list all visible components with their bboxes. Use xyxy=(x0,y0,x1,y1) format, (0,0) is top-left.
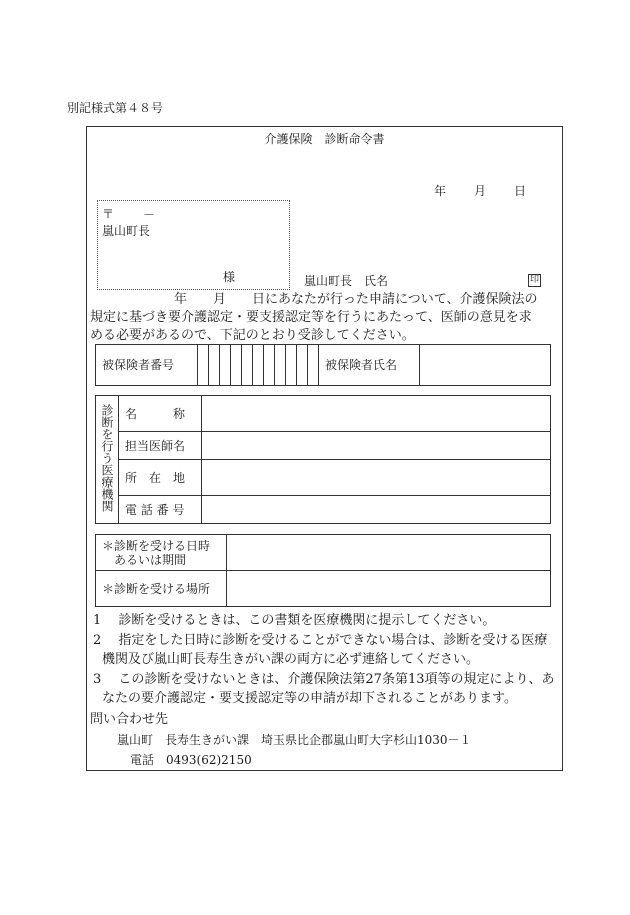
appointment-place-label: ＊診断を受ける場所 xyxy=(96,571,227,607)
appointment-datetime-label xyxy=(96,535,227,571)
issue-date-day: 日 xyxy=(514,184,527,198)
postal-mark: 〒 xyxy=(102,207,115,221)
address-box xyxy=(97,200,290,290)
body-text-line-1 xyxy=(90,292,538,307)
application-month: 月 xyxy=(213,292,227,307)
contact-phone: 電話 0493(62)2150 xyxy=(130,753,252,767)
insured-number-digit[interactable] xyxy=(220,345,231,386)
appointment-datetime-label-line-2: あるいは期間 xyxy=(114,552,187,567)
issue-date-month: 月 xyxy=(474,184,487,198)
insured-name-label: 被保険者氏名 xyxy=(319,345,420,386)
appointment-place-field[interactable] xyxy=(227,571,551,607)
insured-info-table xyxy=(95,344,551,386)
institution-address-field[interactable] xyxy=(202,460,551,496)
appointment-table xyxy=(95,534,551,607)
appointment-datetime-label-line-1: ＊診断を受ける日時 xyxy=(102,538,211,553)
insured-name-field[interactable] xyxy=(420,345,551,386)
application-year: 年 xyxy=(174,292,188,307)
medical-institution-table xyxy=(95,395,551,524)
note-3-line-2: なたの要介護認定・要支援認定等の申請が却下されることがあります。 xyxy=(102,691,517,706)
body-text-line-1-rest: 日にあなたが行った申請について、介護保険法の xyxy=(252,292,538,307)
insured-number-digit[interactable] xyxy=(264,345,275,386)
insured-number-digit[interactable] xyxy=(286,345,297,386)
doctor-name-field[interactable] xyxy=(202,432,551,460)
insured-number-digit[interactable] xyxy=(242,345,253,386)
doctor-name-label: 担当医師名 xyxy=(119,432,202,460)
insured-number-digit[interactable] xyxy=(275,345,286,386)
contact-office-address: 嵐山町 長寿生きがい課 埼玉県比企郡嵐山町大字杉山1030－１ xyxy=(117,733,472,747)
insured-number-digit[interactable] xyxy=(209,345,220,386)
seal-mark: 印 xyxy=(529,275,539,285)
body-text-line-3: める必要があるので、下記のとおり受診してください。 xyxy=(90,328,415,343)
institution-name-label: 名 称 xyxy=(119,396,202,432)
insured-number-label: 被保険者番号 xyxy=(96,345,198,386)
postal-code-dash: － xyxy=(143,208,156,222)
note-1: 1 診断を受けるときは、この書類を医療機関に提示してください。 xyxy=(93,613,496,628)
appointment-datetime-field[interactable] xyxy=(227,535,551,571)
insured-number-digit[interactable] xyxy=(297,345,308,386)
issue-date-year: 年 xyxy=(434,184,447,198)
insured-number-digit[interactable] xyxy=(308,345,319,386)
note-2-line-1: 2 指定をした日時に診断を受けることができない場合は、診断を受ける医療 xyxy=(93,633,548,648)
document-title: 介護保険 診断命令書 xyxy=(264,132,385,146)
note-3-line-1: 3 この診断を受けないときは、介護保険法第27条第13項等の規定により、あ xyxy=(93,672,555,687)
institution-phone-label: 電 話 番 号 xyxy=(119,496,202,524)
insured-number-digit[interactable] xyxy=(198,345,209,386)
insured-number-digit[interactable] xyxy=(253,345,264,386)
addressee: 嵐山町長 xyxy=(102,224,151,238)
insured-number-digit[interactable] xyxy=(231,345,242,386)
institution-address-label: 所 在 地 xyxy=(119,460,202,496)
institution-phone-field[interactable] xyxy=(202,496,551,524)
contact-heading: 問い合わせ先 xyxy=(90,712,169,727)
institution-name-field[interactable] xyxy=(202,396,551,432)
honorific: 様 xyxy=(223,270,236,284)
form-number: 別記様式第４８号 xyxy=(67,101,164,115)
medical-institution-side-label: 診断を行う医療機関 xyxy=(100,404,114,512)
body-text-line-2: 規定に基づき要介護認定・要支援認定等を行うにあたって、医師の意見を求 xyxy=(90,310,532,325)
sender-name-label: 嵐山町長 氏名 xyxy=(304,274,389,288)
medical-institution-side-label-cell xyxy=(96,396,119,524)
note-2-line-2: 機関及び嵐山町長寿生きがい課の両方に必ず連絡してください。 xyxy=(102,652,480,667)
